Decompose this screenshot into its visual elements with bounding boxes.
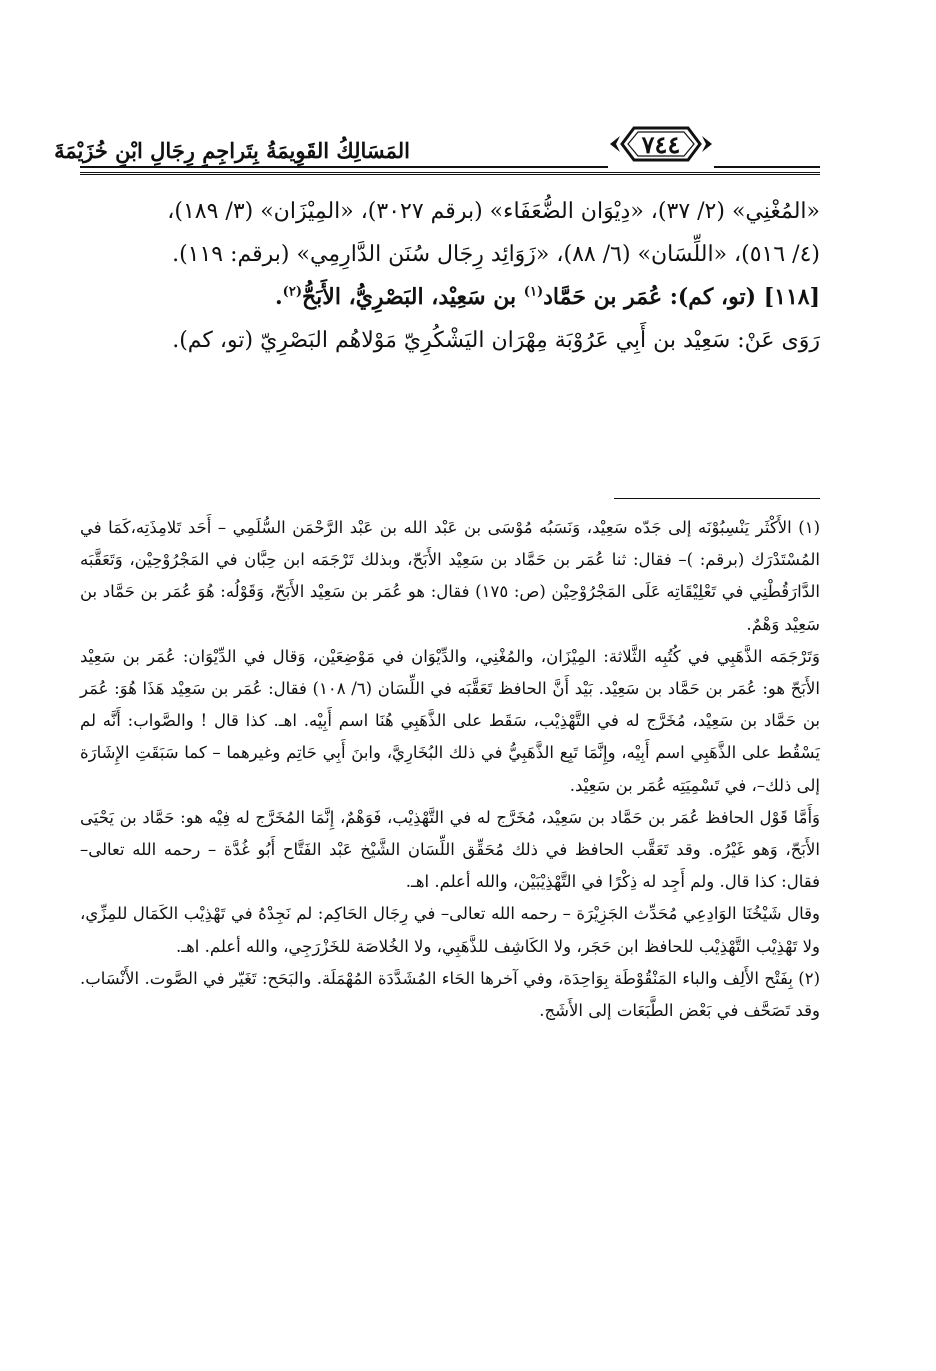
header-rule bbox=[80, 166, 608, 168]
running-title: المَسَالِكُ القَوِيمَةُ بِتَراجِمِ رِجَالِ ابْنِ خُزَيْمَةَ bbox=[54, 138, 410, 163]
footnote-1-paragraph: وَأَمَّا قَوْل الحافظ عُمَر بن حَمَّاد بن سَعِيْد، مُخَرَّج له في التَّهْذِيْب، فَوَهْمٌ، إِنَّمَا المُخَرَّج له فِيْه هو: حَمَّاد بن يَحْيَى الأَبَحّ، وَهو غَيْرُه. وقد تَعَقَّب الحافظ في ذلك مُحَقِّق اللِّسَان الشَّيْخ عَبْد الفَتَّاح أَبُو غُدَّة – رحمه الله تعالى– فقال: كذا قال. ولم أَجِد له ذِكْرًا في التَّهْذِيْبَيْن، والله أعلم. اهـ. bbox=[80, 807, 820, 892]
page-number: ٧٤٤ bbox=[641, 130, 681, 159]
footnote-1-paragraph: (١) الأَكْثَر يَنْسِبُوْنَه إلى جَدّه سَعِيْد، وَنَسَبُه مُوْسَى بن عَبْد الله بن عَبْد الرَّحْمَن السُّلَمِي – أَحَد تَلامِذَتِه،كَمَا في المُسْتَدْرَك (برقم: )– فقال: ثنا عُمَر بن حَمَّاد بن سَعِيْد الأَبَحّ، وبذلك تَرْجَمَه ابن حِبَّان في المَجْرُوْحِيْن، وَتَعَقَّبَه الدَّارَقُطْنِي في تَعْلِيْقَاتِه عَلَى المَجْرُوْحِيْن (ص: ١٧٥) فقال: هو عُمَر بن سَعِيْد الأَبَحّ، وَقَوْلُه: هُوَ عُمَر بن حَمَّاد بن سَعِيْد وَهْمٌ. bbox=[80, 518, 821, 634]
footnotes bbox=[80, 512, 820, 1027]
header-double-rule bbox=[80, 172, 820, 175]
entry-heading-name: [١١٨] (تو، كم): عُمَر بن حَمَّاد bbox=[543, 284, 820, 310]
footnote-1-paragraph: وَتَرْجَمَه الذَّهَبِي في كُتُبِه الثَّلاثة: المِيْزَان، والمُغْنِي، والدِّيْوَان في مَوْضِعَيْن، وَقال في الدِّيْوَان: عُمَر بن سَعِيْد الأَبَحّ هو: عُمَر بن حَمَّاد بن سَعِيْد. بَيْد أَنَّ الحافظ تَعَقَّبَه في اللِّسَان (٦/ ١٠٨) فقال: عُمَر بن سَعِيْد هَذَا هُوَ: عُمَر بن حَمَّاد بن سَعِيْد، مُخَرَّج له في التَّهْذِيْب، سَقَط على الذَّهَبِي هُنَا اسم أَبِيْه. اهـ. كذا قال ! والصَّواب: أَنَّه لم يَسْقُط على الذَّهَبِي اسم أَبِيْه، وإِنَّمَا تَبِع الذَّهَبِيُّ في ذلك البُخَارِيَّ، وابنَ أَبِي حَاتِم وغيرهما – كما سَبَقَتِ الإِشَارَة إلى ذلك–، في تَسْمِيَتِه عُمَر بن سَعِيْد. bbox=[80, 646, 821, 795]
footnote-ref-2: (٢) bbox=[282, 284, 302, 300]
narration-text: رَوَى عَنْ: سَعِيْد بن أَبِي عَرُوْبَة مِهْرَان اليَشْكُرِيّ مَوْلاهُم البَصْرِيّ (تو، كم). bbox=[172, 328, 820, 353]
header-rule bbox=[714, 166, 820, 168]
entry-heading-lineage: بن سَعِيْد، البَصْرِيُّ، الأَبَحُّ bbox=[301, 284, 524, 310]
reference-line: «المُغْنِي» (٢/ ٣٧)، «دِيْوَان الضُّعَفَاء» (برقم ٣٠٢٧)، «المِيْزَان» (٣/ ١٨٩)، bbox=[167, 199, 820, 224]
main-text bbox=[80, 190, 820, 362]
footnote-separator bbox=[614, 498, 820, 499]
entry-heading bbox=[80, 276, 820, 319]
reference-line: (٤/ ٥١٦)، «اللِّسَان» (٦/ ٨٨)، «زَوَائِد رِجَال سُنَن الدَّارِمِي» (برقم: ١١٩). bbox=[172, 242, 820, 267]
page-number-badge bbox=[608, 124, 714, 164]
footnote-2: (٢) بِفَتْح الأَلِف والباء المَنْقُوْطَة بِوَاحِدَة، وفي آخرها الحَاء المُشَدَّدَة المُهْمَلَة. والبَحَح: تَغَيّر في الصَّوت. الأَنْسَاب. وقد تَصَحَّف في بَعْض الطَّبَعَات إلى الأَشَج. bbox=[80, 968, 820, 1021]
footnote-ref-1: (١) bbox=[523, 284, 544, 300]
entry-heading-end: . bbox=[275, 284, 283, 310]
footnote-1-paragraph: وقال شَيْخُنَا الوَادِعِي مُحَدِّث الجَزِيْرَة – رحمه الله تعالى– في رِجَال الحَاكِم: لم نَجِدْهُ في تَهْذِيْب الكَمَال للمِزِّي، ولا تَهْذِيْب التَّهْذِيْب للحافظ ابن حَجَر، ولا الكَاشِف للذَّهَبِي، ولا الخُلاصَة للخَزْرَجِي، والله أعلم. اهـ. bbox=[80, 904, 820, 956]
